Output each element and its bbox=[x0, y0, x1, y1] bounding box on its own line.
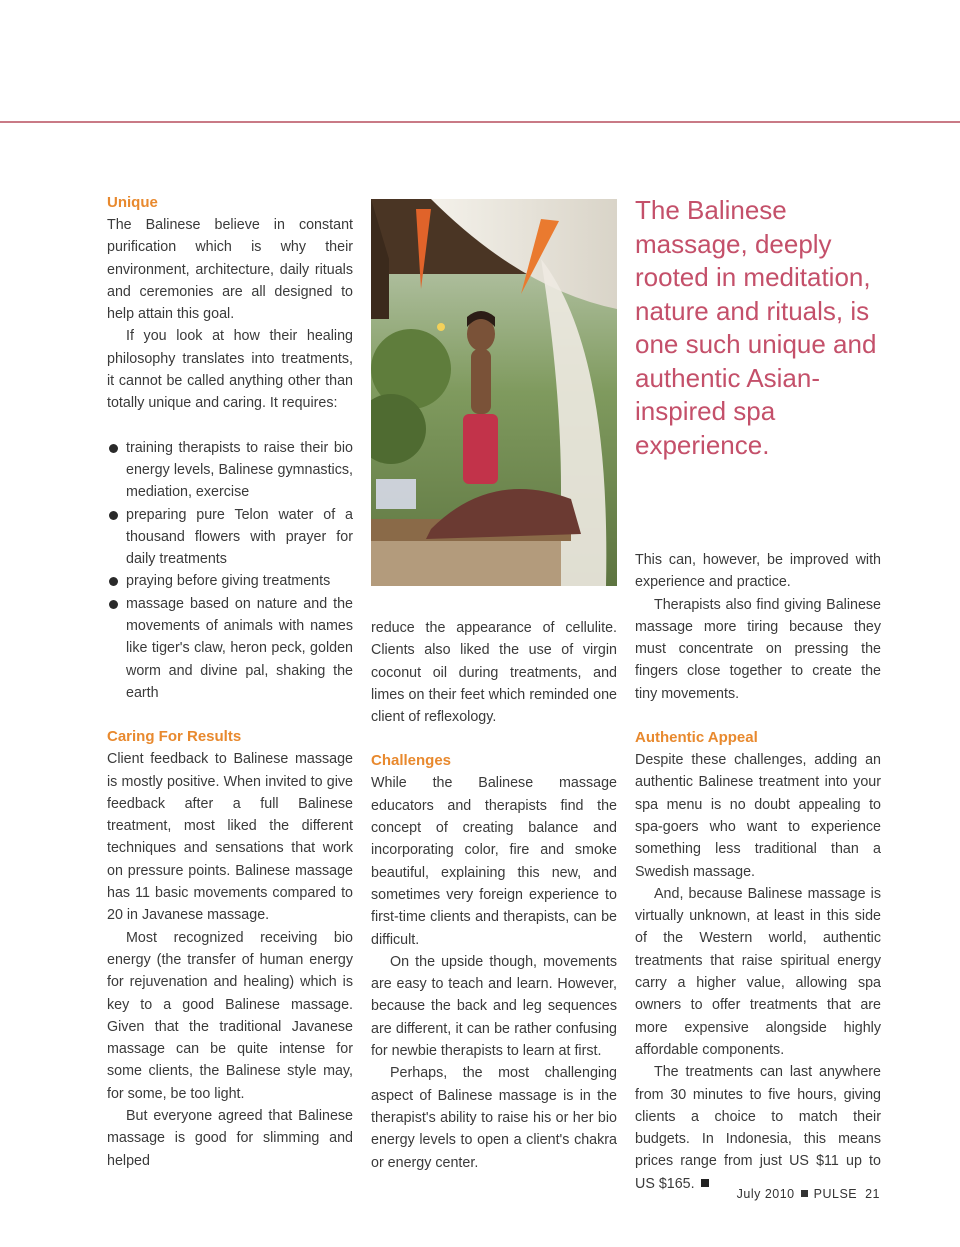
page-footer bbox=[737, 1187, 880, 1201]
paragraph: Most recognized receiving bio energy (the transfer of human energy for rejuvenation and healing) which is key to a good Balinese massage. Given that the traditional Javanese massage can be quite intense for some clients, the Balinese style may, for some, be too light. bbox=[107, 929, 353, 1102]
paragraph: And, because Balinese massage is virtually unknown, at least in this side of the Western world, authentic treatments that raise spiritual energy carry a higher value, allowing spa owners to offer treatments that are more expensive alongside highly affordable components. bbox=[635, 885, 881, 1058]
paragraph: The Balinese believe in constant purification which is why their environment, architecture, daily rituals and ceremonies are all designed to help attain this goal. bbox=[107, 217, 353, 323]
paragraph: reduce the appearance of cellulite. Clients also liked the use of virgin coconut oil during treatments, and limes on their feet which reminded one client of reflexology. bbox=[371, 620, 617, 726]
column-1 bbox=[107, 192, 353, 1172]
paragraph-final bbox=[635, 1061, 881, 1195]
paragraph: This can, however, be improved with experience and practice. bbox=[635, 552, 881, 591]
paragraph: But everyone agreed that Balinese massage is good for slimming and helped bbox=[107, 1107, 353, 1169]
paragraph: Client feedback to Balinese massage is mostly positive. When invited to give feedback after a full Balinese treatment, most liked the different techniques and sensations that work on pressure points. Balinese massage has 11 basic movements compared to 20 in Javanese massage. bbox=[107, 751, 353, 924]
column-3 bbox=[635, 549, 881, 1195]
pull-quote: The Balinese massage, deeply rooted in meditation, nature and rituals, is one such unique and authentic Asian-inspired spa experience. bbox=[635, 195, 877, 460]
end-of-article-mark bbox=[701, 1179, 709, 1187]
heading-authentic-appeal: Authentic Appeal bbox=[635, 729, 758, 747]
paragraph: Despite these challenges, adding an authentic Balinese treatment into your spa menu is no doubt appealing to spa-goers who want to experience something less traditional than a Swedish massage. bbox=[635, 752, 881, 880]
requirements-list bbox=[107, 437, 353, 705]
paragraph: Therapists also find giving Balinese massage more tiring because they must concentrate on pressing the fingers close together to create the tiny movements. bbox=[635, 596, 881, 702]
column-2 bbox=[371, 617, 617, 1174]
magazine-name: PULSE bbox=[813, 1187, 858, 1201]
paragraph: While the Balinese massage educators and therapists find the concept of creating balance and incorporating color, fire and smoke beautiful, explaining this new, and sometimes very foreign experience to first-time clients and therapists, can be difficult. bbox=[371, 775, 617, 948]
heading-unique: Unique bbox=[107, 194, 158, 211]
separator-square bbox=[801, 1190, 808, 1197]
list-item: training therapists to raise their bio energy levels, Balinese gymnastics, mediation, exercise bbox=[107, 437, 353, 504]
heading-caring-for-results: Caring For Results bbox=[107, 728, 242, 746]
paragraph-text: The treatments can last anywhere from 30 minutes to five hours, giving clients a choice to match their budgets. In Indonesia, this means prices range from just US $11 up to US $165. bbox=[635, 1064, 881, 1192]
photo-meditating-woman bbox=[371, 199, 617, 586]
list-item: massage based on nature and the movements of animals with names like tiger's claw, heron peck, golden worm and divine pal, shaking the earth bbox=[107, 593, 353, 704]
list-item: preparing pure Telon water of a thousand flowers with prayer for daily treatments bbox=[107, 504, 353, 571]
top-divider-rule bbox=[0, 121, 960, 123]
heading-challenges: Challenges bbox=[371, 752, 452, 770]
paragraph: If you look at how their healing philosophy translates into treatments, it cannot be called anything other than totally unique and caring. It requires: bbox=[107, 328, 353, 412]
page-number: 21 bbox=[865, 1187, 880, 1201]
list-item: praying before giving treatments bbox=[107, 570, 353, 592]
photo-illustration bbox=[371, 199, 617, 586]
paragraph: Perhaps, the most challenging aspect of Balinese massage is in the therapist's ability to raise his or her bio energy levels to open a client's chakra or energy center. bbox=[371, 1065, 617, 1171]
issue-date: July 2010 bbox=[736, 1187, 795, 1201]
paragraph: On the upside though, movements are easy to teach and learn. However, because the back and leg sequences are different, it can be rather confusing for newbie therapists to learn at first. bbox=[371, 953, 617, 1060]
